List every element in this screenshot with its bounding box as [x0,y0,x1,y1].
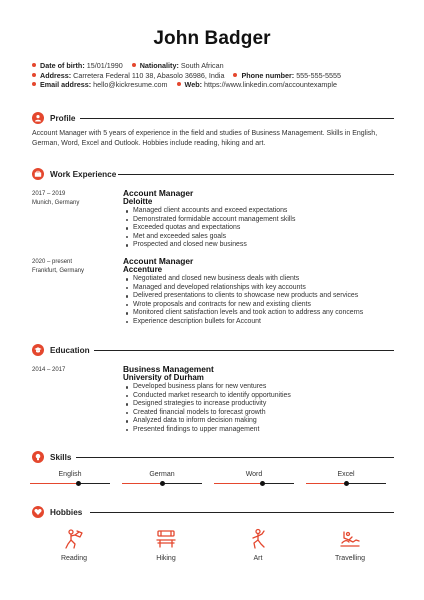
education-date: 2014 – 2017 [32,367,66,373]
briefcase-icon [32,168,44,180]
hobby-label: Reading [60,555,88,562]
skill-german [122,471,202,478]
skill-fill [306,483,346,484]
list-item: Conducted market research to identify opportunities [123,392,291,401]
list-item: Presented findings to upper management [123,426,291,435]
skills-heading [32,450,77,464]
hobby-travelling [320,528,380,562]
bullet-dot [32,63,36,67]
list-item: Experience description bullets for Account [123,318,363,327]
skill-name: Excel [337,471,355,478]
skill-knob [260,481,265,486]
job-date [32,258,84,275]
hobby-reading [44,528,104,562]
bullet-dot [32,73,36,77]
graduation-cap-icon [32,344,44,356]
list-item: Managed client accounts and exceed expectations [123,207,295,216]
bullet-dot [177,82,181,86]
skills-title: Skills [50,452,72,462]
list-item: Analyzed data to inform decision making [123,417,291,426]
phone-value: 555-555-5555 [296,71,341,80]
hiking-icon [155,528,177,550]
profile-summary: Account Manager with 5 years of experience in the field and studies of Business Management. Skills in English, German, Word, Excel and Outlook. Hobbies include reading, hiking and art. [32,130,378,148]
section-divider [94,350,394,351]
dob-value: 15/01/1990 [86,61,123,70]
profile-title: Profile [50,113,76,123]
skill-name: English [58,471,82,478]
work-heading [32,167,122,181]
job-company: Deloitte [123,197,153,206]
skill-fill [214,483,262,484]
email-value[interactable]: hello@kickresume.com [93,80,168,89]
info-row-2 [32,71,341,80]
web-value[interactable]: https://www.linkedin.com/accountexample [203,80,338,89]
bullet-dot [32,82,36,86]
section-divider [80,118,394,119]
list-item: Designed strategies to increase productivity [123,400,291,409]
art-icon [247,528,269,550]
job-location: Munich, Germany [32,199,80,206]
skill-word [214,471,294,478]
skill-name: German [149,471,175,478]
education-bullets [123,383,291,434]
list-item: Managed and developed relationships with key accounts [123,284,363,293]
user-icon [32,112,44,124]
hobby-art [228,528,288,562]
list-item: Met and exceeded sales goals [123,233,295,242]
skill-knob [160,481,165,486]
nationality-label: Nationality: [139,61,179,70]
section-divider [90,512,394,513]
address-label: Address: [40,71,72,80]
skill-bar [306,483,386,484]
skill-knob [344,481,349,486]
list-item: Prospected and closed new business [123,241,295,250]
list-item: Negotiated and closed new business deals with clients [123,275,363,284]
hobby-label: Art [253,555,263,562]
skill-knob [76,481,81,486]
list-item: Created financial models to forecast growth [123,409,291,418]
resume-name: John Badger [153,28,271,49]
section-divider [76,457,394,458]
info-row-1 [32,61,224,70]
email-label: Email address: [40,80,92,89]
list-item: Delivered presentations to clients to showcase new products and services [123,292,363,301]
hobbies-title: Hobbies [50,507,83,517]
section-divider [118,174,394,175]
profile-heading [32,111,81,125]
skill-bar [214,483,294,484]
list-item: Monitored client satisfaction levels and took action to address any concerns [123,309,363,318]
list-item: Wrote proposals and contracts for new and existing clients [123,301,363,310]
job-location: Frankfurt, Germany [32,267,85,274]
education-title: Education [50,345,90,355]
phone-label: Phone number: [241,71,295,80]
job-bullets [123,275,363,326]
hobby-hiking [136,528,196,562]
skill-english [30,471,110,478]
skill-excel [306,471,386,478]
web-label: Web: [184,80,202,89]
skill-fill [30,483,78,484]
heart-icon [32,506,44,518]
skill-bar [30,483,110,484]
skill-fill [122,483,162,484]
dob-label: Date of birth: [40,61,85,70]
bullet-dot [132,63,136,67]
job-title: Account Manager [123,188,194,198]
job-date-range: 2020 – present [32,259,73,265]
skill-name: Word [245,471,263,478]
school-name: University of Durham [123,373,204,382]
job-title: Account Manager [123,256,194,266]
list-item: Exceeded quotas and expectations [123,224,295,233]
info-row-3 [32,80,337,89]
address-value: Carretera Federal 110 38, Abasolo 36986, India [73,71,225,80]
job-company: Accenture [123,265,163,274]
list-item: Demonstrated formidable account management skills [123,216,295,225]
list-item: Developed business plans for new ventures [123,383,291,392]
education-heading [32,343,96,357]
job-date [32,190,79,207]
job-date-range: 2017 – 2019 [32,191,66,197]
skill-bar [122,483,202,484]
reading-icon [63,528,85,550]
work-title: Work Experience [50,169,117,179]
hobby-label: Hiking [156,555,176,562]
degree-title: Business Management [123,364,214,374]
lightbulb-icon [32,451,44,463]
bullet-dot [233,73,237,77]
hobbies-heading [32,505,88,519]
travelling-icon [339,528,361,550]
nationality-value: South African [180,61,224,70]
job-bullets [123,207,295,250]
hobby-label: Travelling [334,555,366,562]
